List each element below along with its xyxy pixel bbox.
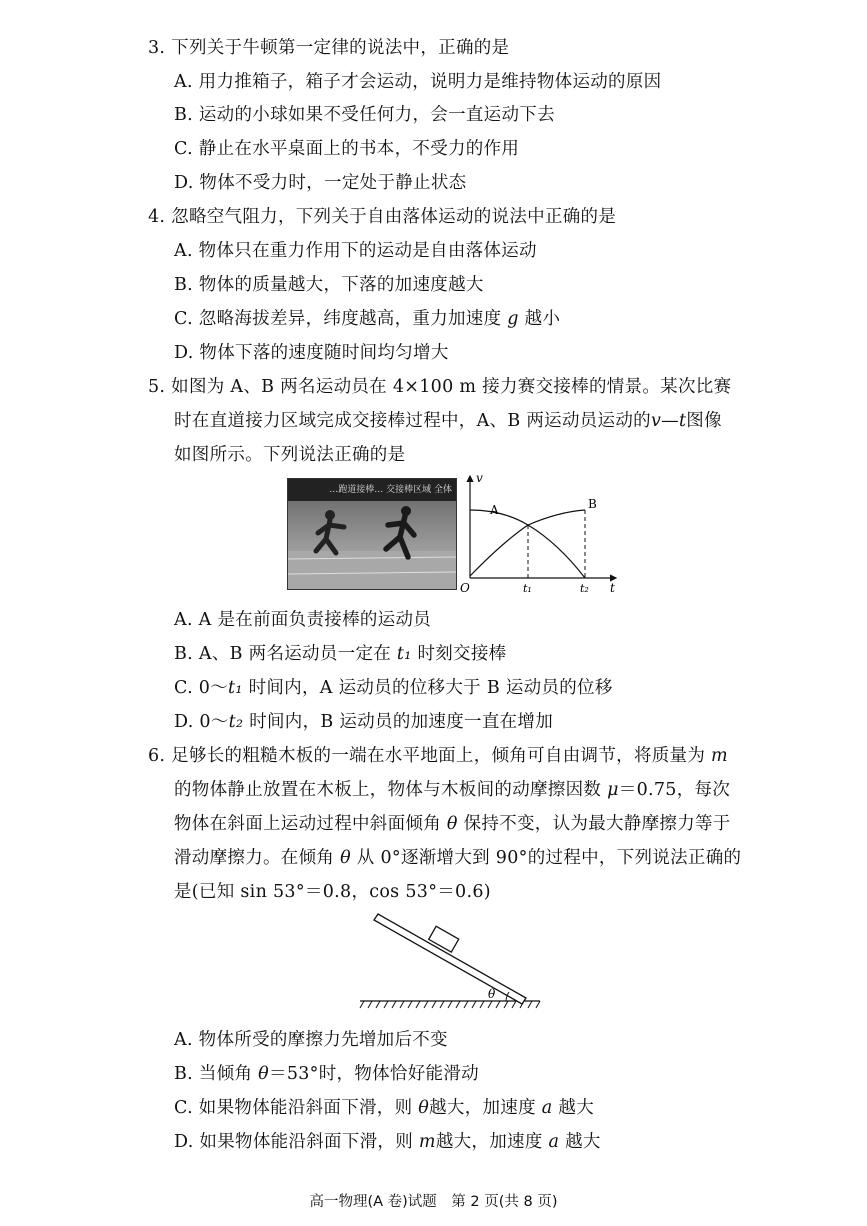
photo-caption: …跑道接棒… 交接棒区域 全体	[288, 479, 456, 501]
q5-option-d-var: t₂	[228, 712, 244, 732]
q4-option-a: A. 物体只在重力作用下的运动是自由落体运动	[174, 241, 537, 261]
q6-option-b-var: θ	[258, 1064, 270, 1084]
q6-stem-line3	[174, 810, 731, 835]
q6-theta-var-2: θ	[340, 848, 351, 868]
origin-label: O	[460, 581, 470, 595]
q6-stem-line3-text: 物体在斜面上运动过程中斜面倾角	[174, 814, 441, 834]
q6-option-d-mid: 越大，加速度	[435, 1132, 543, 1152]
q5-stem-line2-tail: 图像	[686, 411, 722, 431]
q4-stem: 4. 忽略空气阻力，下列关于自由落体运动的说法中正确的是	[148, 207, 617, 227]
q6-option-b-text: B. 当倾角	[174, 1064, 253, 1084]
q4-option-c-var: g	[507, 309, 519, 329]
q6-option-b-tail: ＝53°时，物体恰好能滑动	[269, 1064, 479, 1084]
page-footer: 高一物理(A 卷)试题 第 2 页(共 8 页)	[309, 1194, 558, 1210]
q4-option-c	[174, 305, 560, 330]
q6-option-c-var: θ	[418, 1098, 430, 1118]
q5-option-b-text: B. A、B 两名运动员一定在	[174, 644, 392, 664]
runners-illustration	[288, 479, 456, 589]
v-axis-label: v	[476, 471, 483, 485]
ground-hatching	[360, 1001, 540, 1008]
q3-option-a: A. 用力推箱子，箱子才会运动，说明力是维持物体运动的原因	[174, 72, 662, 92]
q6-option-d-var2: a	[548, 1132, 560, 1152]
q5-option-d	[174, 708, 553, 733]
vt-graph	[458, 470, 623, 598]
q5-option-d-text: D. 0～	[174, 712, 229, 732]
q6-option-c-var2: a	[541, 1098, 553, 1118]
q4-option-d: D. 物体下落的速度随时间均匀增大	[174, 343, 449, 363]
q6-stem-line1	[148, 742, 728, 767]
q3-option-d: D. 物体不受力时，一定处于静止状态	[174, 173, 467, 193]
curve-b-label: B	[588, 497, 597, 511]
q5-stem-line2	[174, 407, 722, 432]
q6-stem-line1-text: 6. 足够长的粗糙木板的一端在水平地面上，倾角可自由调节，将质量为	[148, 746, 706, 766]
q6-stem-line5: 是(已知 sin 53°＝0.8，cos 53°＝0.6)	[174, 882, 491, 902]
t1-label: t₁	[523, 582, 532, 595]
t2-label: t₂	[580, 582, 589, 595]
q3-option-c: C. 静止在水平桌面上的书本，不受力的作用	[174, 139, 520, 159]
q5-option-c-tail: 时间内，A 运动员的位移大于 B 运动员的位移	[248, 678, 613, 698]
q6-option-b	[174, 1060, 479, 1085]
curve-a-label: A	[490, 503, 499, 517]
q6-stem-line2-tail: ＝0.75，每次	[618, 780, 731, 800]
q4-option-c-tail: 越小	[524, 309, 561, 329]
q3-stem: 3. 下列关于牛顿第一定律的说法中，正确的是	[148, 38, 510, 58]
q5-option-a: A. A 是在前面负责接棒的运动员	[174, 610, 432, 630]
theta-label: θ	[488, 987, 496, 1001]
q6-option-d-tail: 越大	[565, 1132, 601, 1152]
q6-stem-line3-tail: 保持不变，认为最大静摩擦力等于	[463, 814, 731, 834]
q6-option-d-text: D. 如果物体能沿斜面下滑，则	[174, 1132, 414, 1152]
q5-vt-var: v—t	[650, 411, 687, 431]
q6-mass-var: m	[711, 746, 728, 766]
q6-option-c	[174, 1094, 594, 1119]
q6-stem-line2	[174, 776, 730, 801]
q4-option-c-text: C. 忽略海拔差异，纬度越高，重力加速度	[174, 309, 502, 329]
q5-option-b	[174, 640, 506, 665]
t-axis-label: t	[610, 581, 615, 595]
q6-option-d	[174, 1128, 601, 1153]
q6-stem-line4-text: 滑动摩擦力。在倾角	[174, 848, 335, 868]
q6-mu-var: μ	[607, 780, 619, 800]
q5-option-c-var: t₁	[228, 678, 243, 698]
q6-stem-line4	[174, 844, 741, 869]
q5-option-d-tail: 时间内，B 运动员的加速度一直在增加	[249, 712, 554, 732]
incline-board	[374, 914, 526, 1004]
q6-stem-line2-text: 的物体静止放置在木板上，物体与木板间的动摩擦因数	[174, 780, 602, 800]
incline-diagram	[356, 912, 546, 1012]
q5-stem-line2-text: 时在直道接力区域完成交接棒过程中，A、B 两运动员运动的	[174, 411, 651, 431]
q5-option-b-var: t₁	[396, 644, 412, 664]
q5-option-c	[174, 674, 613, 699]
q6-theta-var: θ	[446, 814, 458, 834]
q5-stem-line1: 5. 如图为 A、B 两名运动员在 4×100 m 接力赛交接棒的情景。某次比赛	[148, 377, 732, 397]
q5-stem-line3: 如图所示。下列说法正确的是	[174, 445, 406, 465]
q4-option-b: B. 物体的质量越大，下落的加速度越大	[174, 275, 484, 295]
q6-option-c-tail: 越大	[558, 1098, 595, 1118]
q5-option-c-text: C. 0～	[174, 678, 229, 698]
q6-option-c-text: C. 如果物体能沿斜面下滑，则	[174, 1098, 413, 1118]
q6-option-a: A. 物体所受的摩擦力先增加后不变	[174, 1030, 448, 1050]
q6-stem-line4-tail: 从 0°逐渐增大到 90°的过程中，下列说法正确的	[356, 848, 742, 868]
q6-option-c-mid: 越大，加速度	[429, 1098, 536, 1118]
q3-option-b: B. 运动的小球如果不受任何力，会一直运动下去	[174, 105, 555, 125]
relay-photo	[287, 478, 457, 590]
q6-option-d-var: m	[418, 1132, 436, 1152]
q5-option-b-tail: 时刻交接棒	[417, 644, 507, 664]
